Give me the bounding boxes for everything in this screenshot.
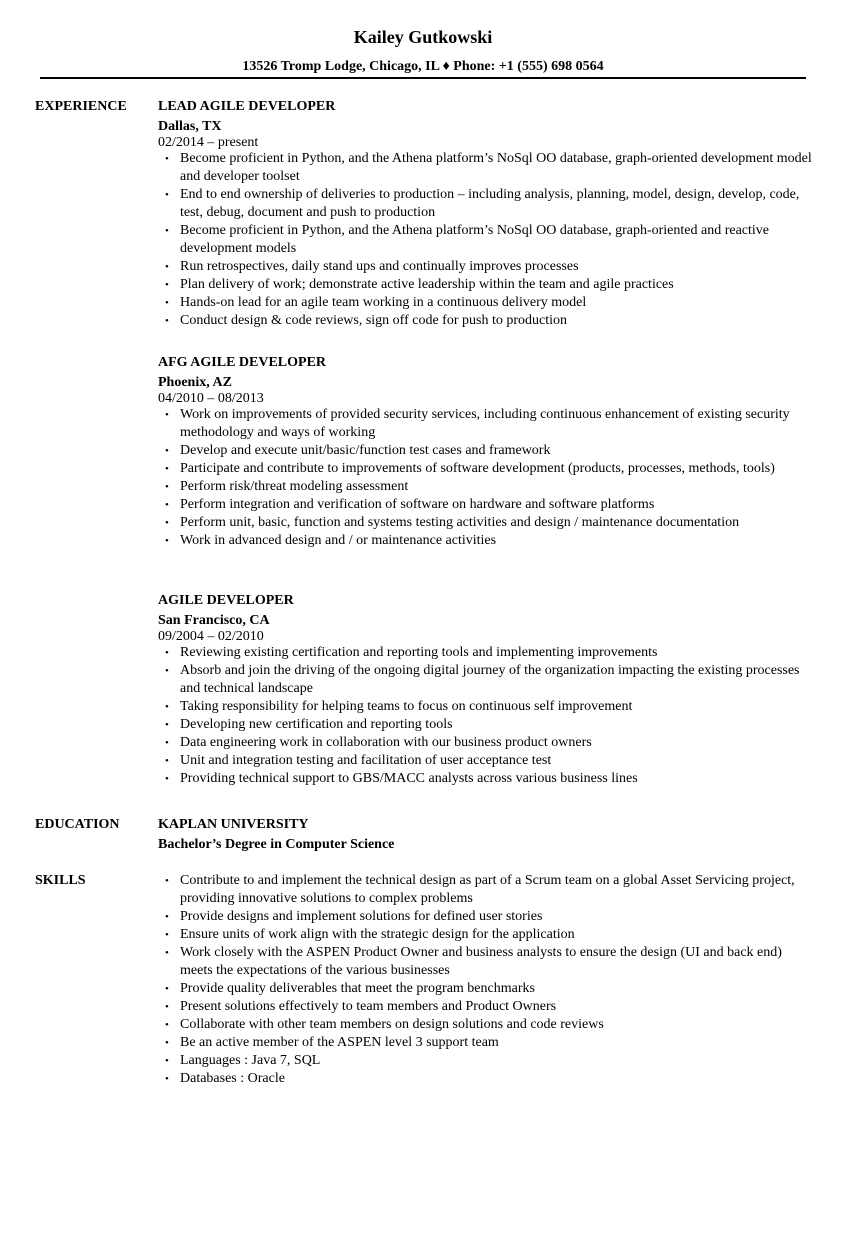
skill-text: Collaborate with other team members on design solutions and code reviews	[180, 1017, 604, 1032]
bullet-icon: •	[165, 875, 169, 887]
job-bullet-list	[158, 644, 818, 788]
bullet-text: Perform risk/threat modeling assessment	[180, 479, 409, 494]
list-item	[158, 770, 818, 788]
job-dates: 09/2004 – 02/2010	[158, 629, 264, 644]
list-item	[158, 460, 818, 478]
bullet-icon: •	[165, 983, 169, 995]
skill-text: Provide designs and implement solutions for defined user stories	[180, 909, 543, 924]
bullet-text: Hands-on lead for an agile team working in a continuous delivery model	[180, 295, 587, 310]
contact-line: 13526 Tromp Lodge, Chicago, IL ♦ Phone: +1 (555) 698 0564	[242, 59, 604, 74]
skill-text: Contribute to and implement the technical design as part of a Scrum team on a global Asset Servicing project, providing innovative solutions to complex problems	[180, 873, 795, 906]
list-item	[158, 258, 818, 276]
bullet-text: Plan delivery of work; demonstrate active leadership within the team and agile practices	[180, 277, 674, 292]
job-title: LEAD AGILE DEVELOPER	[158, 99, 336, 114]
bullet-icon: •	[165, 1037, 169, 1049]
skill-text: Languages : Java 7, SQL	[180, 1053, 321, 1068]
bullet-icon: •	[165, 463, 169, 475]
list-item	[158, 496, 818, 514]
bullet-icon: •	[165, 499, 169, 511]
bullet-icon: •	[165, 1073, 169, 1085]
skill-text: Work closely with the ASPEN Product Owner and business analysts to ensure the design (UI and back end) meets the expectations of the various businesses	[180, 945, 782, 978]
skills-heading: SKILLS	[35, 873, 86, 888]
bullet-icon: •	[165, 297, 169, 309]
list-item	[158, 532, 818, 550]
bullet-text: Developing new certification and reporting tools	[180, 717, 453, 732]
skill-text: Databases : Oracle	[180, 1071, 285, 1086]
bullet-text: Work in advanced design and / or maintenance activities	[180, 533, 497, 548]
skills-bullet-list	[158, 872, 818, 1088]
bullet-icon: •	[165, 535, 169, 547]
candidate-name: Kailey Gutkowski	[353, 27, 493, 47]
list-item	[158, 998, 818, 1016]
job-bullet-list	[158, 406, 818, 550]
bullet-icon: •	[165, 481, 169, 493]
bullet-icon: •	[165, 153, 169, 165]
bullet-text: Unit and integration testing and facilitation of user acceptance test	[180, 753, 552, 768]
bullet-icon: •	[165, 1055, 169, 1067]
list-item	[158, 442, 818, 460]
list-item	[158, 644, 818, 662]
bullet-icon: •	[165, 1001, 169, 1013]
job-location: Dallas, TX	[158, 119, 222, 134]
bullet-text: Participate and contribute to improvements of software development (products, processes, methods, tools)	[180, 461, 775, 476]
bullet-icon: •	[165, 911, 169, 923]
school-name: KAPLAN UNIVERSITY	[158, 817, 309, 832]
education-heading: EDUCATION	[35, 817, 120, 832]
bullet-text: Data engineering work in collaboration with our business product owners	[180, 735, 592, 750]
bullet-text: Perform unit, basic, function and systems testing activities and design / maintenance documentation	[180, 515, 740, 530]
bullet-text: Work on improvements of provided security services, including continuous enhancement of existing security methodology and ways of working	[180, 407, 790, 440]
bullet-icon: •	[165, 445, 169, 457]
bullet-icon: •	[165, 1019, 169, 1031]
list-item	[158, 406, 818, 442]
bullet-text: Perform integration and verification of software on hardware and software platforms	[180, 497, 655, 512]
bullet-text: Providing technical support to GBS/MACC analysts across various business lines	[180, 771, 638, 786]
list-item	[158, 872, 818, 908]
bullet-icon: •	[165, 719, 169, 731]
bullet-text: Become proficient in Python, and the Athena platform’s NoSql OO database, graph-oriented and reactive development models	[180, 223, 769, 256]
job-entry	[158, 592, 818, 788]
job-entry	[158, 354, 818, 550]
list-item	[158, 186, 818, 222]
experience-heading: EXPERIENCE	[35, 99, 127, 114]
list-item	[158, 276, 818, 294]
job-bullet-list	[158, 150, 818, 330]
job-entry	[158, 98, 818, 330]
bullet-icon: •	[165, 755, 169, 767]
list-item	[158, 514, 818, 532]
bullet-text: Conduct design & code reviews, sign off code for push to production	[180, 313, 568, 328]
job-location: Phoenix, AZ	[158, 375, 232, 390]
list-item	[158, 926, 818, 944]
list-item	[158, 1016, 818, 1034]
bullet-icon: •	[165, 261, 169, 273]
skills-entry	[158, 872, 818, 1088]
bullet-icon: •	[165, 315, 169, 327]
bullet-icon: •	[165, 737, 169, 749]
bullet-text: Run retrospectives, daily stand ups and continually improves processes	[180, 259, 579, 274]
skill-text: Provide quality deliverables that meet the program benchmarks	[180, 981, 535, 996]
list-item	[158, 716, 818, 734]
list-item	[158, 734, 818, 752]
bullet-icon: •	[165, 279, 169, 291]
skill-text: Present solutions effectively to team members and Product Owners	[180, 999, 557, 1014]
bullet-icon: •	[165, 409, 169, 421]
job-location: San Francisco, CA	[158, 613, 270, 628]
list-item	[158, 662, 818, 698]
list-item	[158, 312, 818, 330]
bullet-text: Taking responsibility for helping teams to focus on continuous self improvement	[180, 699, 633, 714]
skill-text: Be an active member of the ASPEN level 3 support team	[180, 1035, 499, 1050]
header-divider	[40, 77, 806, 79]
bullet-icon: •	[165, 647, 169, 659]
list-item	[158, 698, 818, 716]
list-item	[158, 1070, 818, 1088]
list-item	[158, 1052, 818, 1070]
bullet-icon: •	[165, 665, 169, 677]
degree-name: Bachelor’s Degree in Computer Science	[158, 837, 395, 852]
bullet-icon: •	[165, 929, 169, 941]
list-item	[158, 294, 818, 312]
bullet-text: Become proficient in Python, and the Athena platform’s NoSql OO database, graph-oriented development model and developer toolset	[180, 151, 812, 184]
bullet-text: End to end ownership of deliveries to production – including analysis, planning, model, design, develop, code, test, debug, document and push to production	[180, 187, 800, 220]
list-item	[158, 980, 818, 998]
list-item	[158, 222, 818, 258]
bullet-text: Reviewing existing certification and reporting tools and implementing improvements	[180, 645, 658, 660]
education-entry	[158, 816, 818, 854]
bullet-text: Develop and execute unit/basic/function test cases and framework	[180, 443, 551, 458]
job-title: AGILE DEVELOPER	[158, 593, 294, 608]
job-dates: 04/2010 – 08/2013	[158, 391, 264, 406]
skill-text: Ensure units of work align with the strategic design for the application	[180, 927, 575, 942]
bullet-icon: •	[165, 947, 169, 959]
bullet-icon: •	[165, 225, 169, 237]
bullet-text: Absorb and join the driving of the ongoing digital journey of the organization impacting the existing processes and technical landscape	[180, 663, 800, 696]
bullet-icon: •	[165, 701, 169, 713]
bullet-icon: •	[165, 773, 169, 785]
bullet-icon: •	[165, 517, 169, 529]
bullet-icon: •	[165, 189, 169, 201]
job-dates: 02/2014 – present	[158, 135, 259, 150]
list-item	[158, 752, 818, 770]
list-item	[158, 1034, 818, 1052]
list-item	[158, 150, 818, 186]
list-item	[158, 944, 818, 980]
list-item	[158, 908, 818, 926]
job-title: AFG AGILE DEVELOPER	[158, 355, 327, 370]
list-item	[158, 478, 818, 496]
